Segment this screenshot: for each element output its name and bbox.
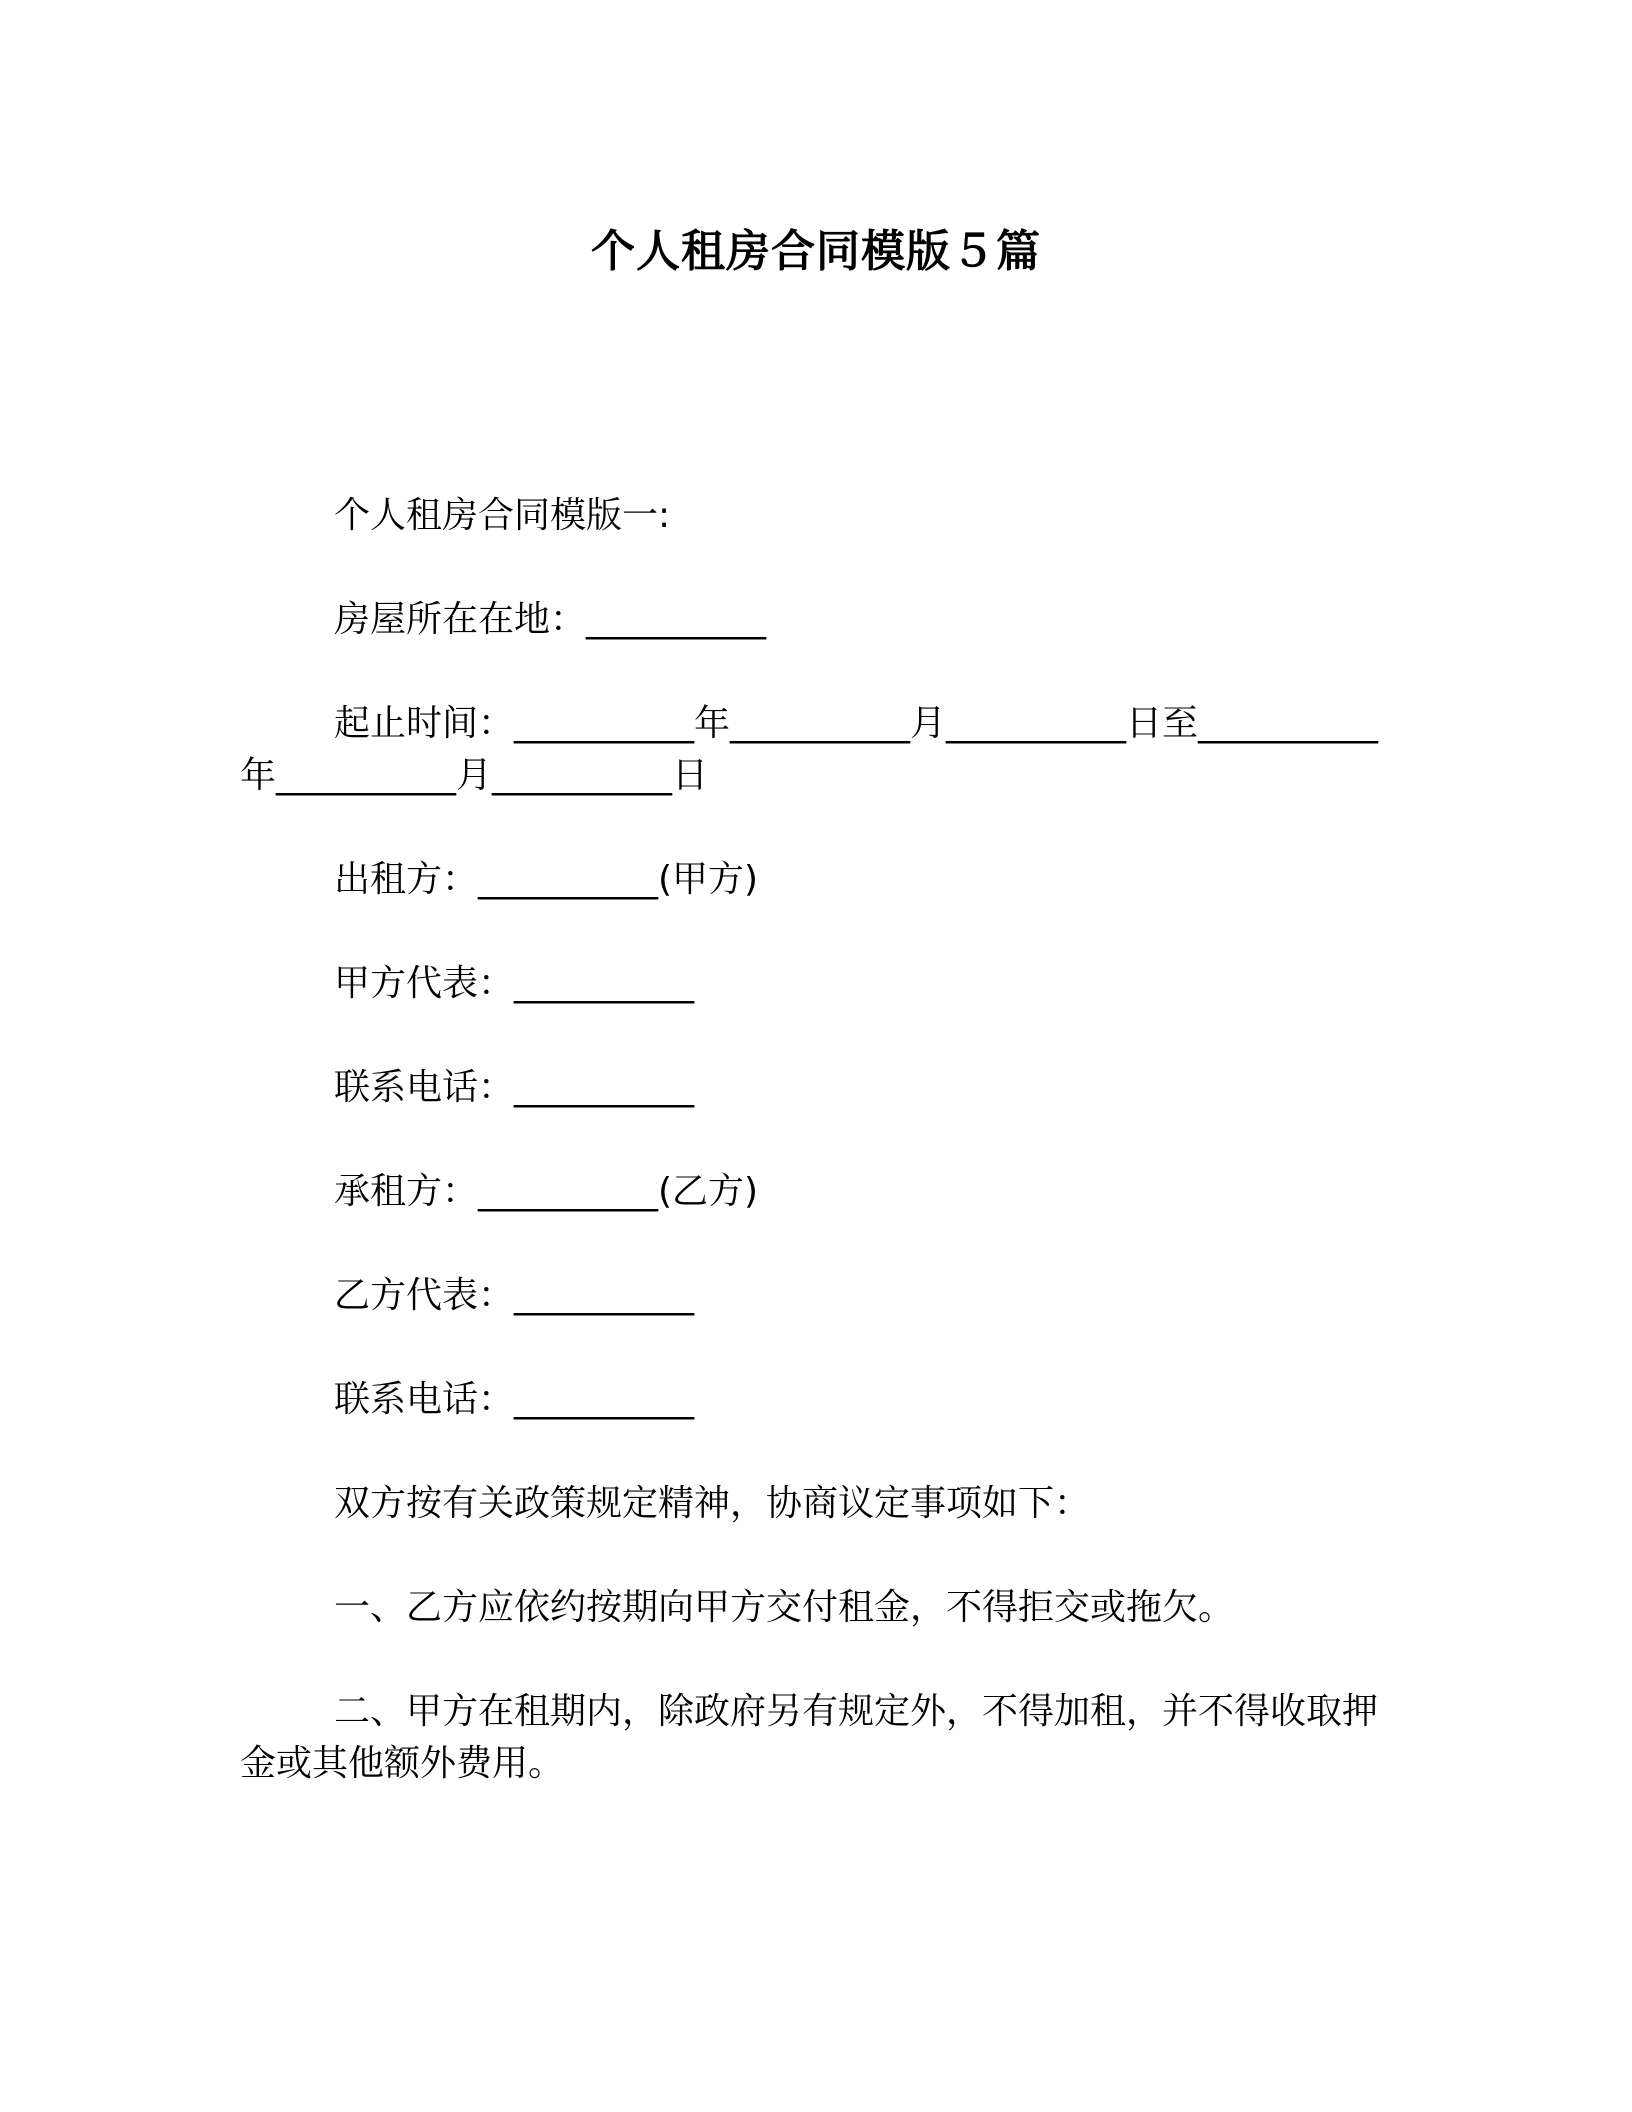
property-location-field: 房屋所在在地：__________ — [334, 599, 767, 640]
lease-period-field: 起止时间：__________年__________月__________日至__________年__________月__________日 — [240, 703, 1379, 796]
agreement-intro: 双方按有关政策规定精神，协商议定事项如下： — [334, 1483, 1091, 1524]
document-title: 个人租房合同模版５篇 — [591, 226, 1041, 277]
lessee-field: 承租方：__________(乙方) — [334, 1171, 759, 1212]
clause-one: 一、乙方应依约按期向甲方交付租金，不得拒交或拖欠。 — [334, 1587, 1235, 1628]
document-body — [240, 490, 1400, 1790]
lessor-field: 出租方：__________(甲方) — [334, 859, 759, 900]
party-b-phone-field: 联系电话：__________ — [334, 1379, 695, 1420]
section-heading: 个人租房合同模版一: — [334, 495, 671, 536]
party-a-phone-field: 联系电话：__________ — [334, 1067, 695, 1108]
party-a-representative-field: 甲方代表：__________ — [334, 963, 695, 1004]
clause-two: 二、甲方在租期内，除政府另有规定外，不得加租，并不得收取押金或其他额外费用。 — [240, 1691, 1379, 1784]
party-b-representative-field: 乙方代表：__________ — [334, 1275, 695, 1316]
